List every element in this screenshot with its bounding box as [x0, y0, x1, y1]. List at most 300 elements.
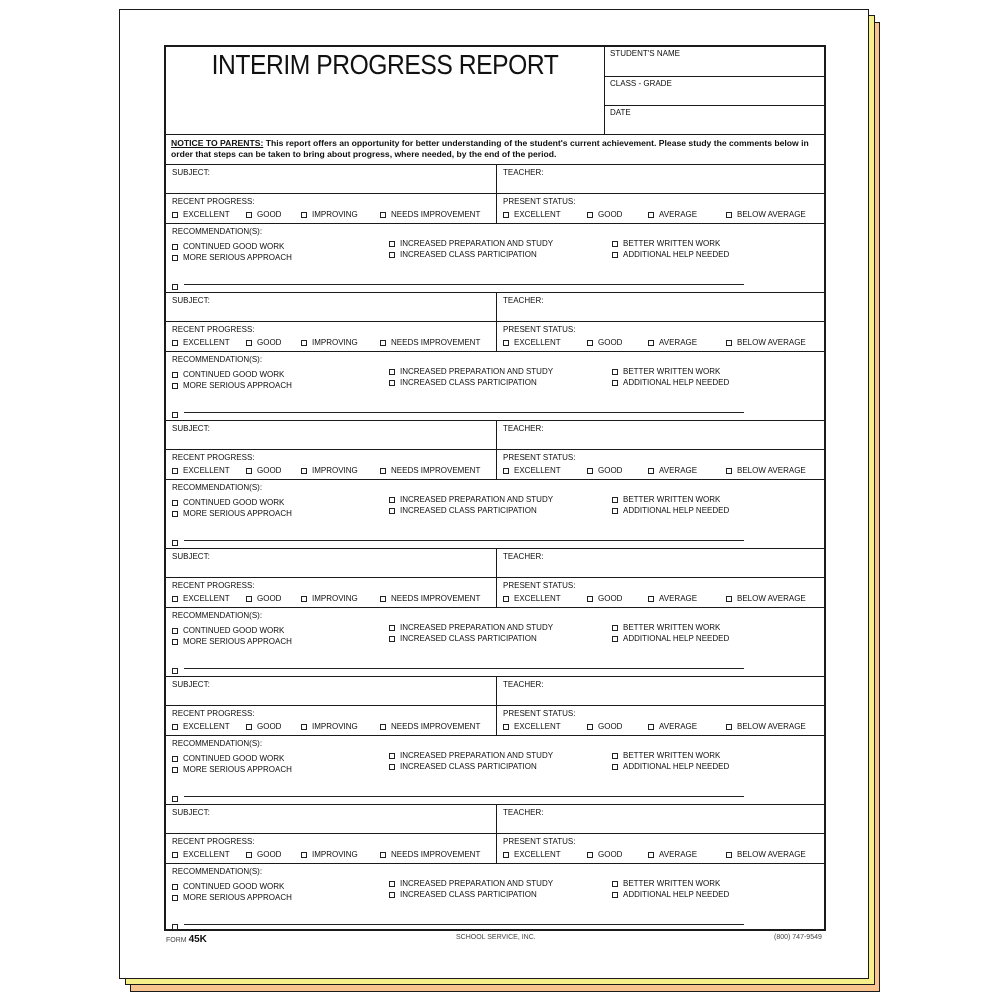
checkbox-icon[interactable] [503, 852, 509, 858]
subject-teacher-row [166, 677, 824, 706]
checkbox-icon[interactable] [380, 724, 386, 730]
recent-progress-label: RECENT PROGRESS: [172, 709, 255, 718]
recommendation-option[interactable] [172, 637, 292, 646]
recommendation-option[interactable] [612, 250, 729, 259]
recommendation-option[interactable] [172, 253, 292, 262]
checkbox-icon[interactable] [172, 212, 178, 218]
checkbox-icon[interactable] [172, 468, 178, 474]
recommendation-option[interactable] [172, 242, 284, 251]
checkbox-icon[interactable] [380, 596, 386, 602]
recommendation-option[interactable] [172, 882, 284, 891]
checkbox-icon[interactable] [172, 284, 178, 290]
checkbox-icon[interactable] [172, 895, 178, 901]
checkbox-icon[interactable] [648, 340, 654, 346]
recommendations-label: RECOMMENDATION(S): [172, 611, 263, 620]
recent-progress-option[interactable] [172, 722, 230, 731]
recent-progress-option[interactable] [246, 210, 281, 219]
recent-progress-cell [166, 706, 497, 735]
checkbox-icon[interactable] [380, 852, 386, 858]
checkbox-icon[interactable] [172, 244, 178, 250]
recommendation-option[interactable] [389, 762, 537, 771]
option-label: BETTER WRITTEN WORK [623, 879, 721, 888]
checkbox-icon[interactable] [172, 767, 178, 773]
other-recommendation-checkbox[interactable] [172, 532, 183, 550]
present-status-label: PRESENT STATUS: [503, 197, 576, 206]
checkbox-icon[interactable] [246, 468, 252, 474]
recent-progress-option[interactable] [301, 466, 358, 475]
checkbox-icon[interactable] [172, 412, 178, 418]
present-status-option[interactable] [503, 594, 561, 603]
checkbox-icon[interactable] [389, 764, 395, 770]
checkbox-icon[interactable] [172, 924, 178, 930]
checkbox-icon[interactable] [612, 380, 618, 386]
recommendations-row [166, 480, 824, 548]
option-label: BELOW AVERAGE [737, 210, 806, 219]
form-number [166, 934, 207, 945]
checkbox-icon[interactable] [503, 724, 509, 730]
other-recommendation-line[interactable] [184, 412, 744, 413]
recommendation-option[interactable] [389, 751, 553, 760]
present-status-option[interactable] [726, 850, 806, 859]
checkbox-icon[interactable] [389, 380, 395, 386]
checkbox-icon[interactable] [172, 596, 178, 602]
progress-status-row [166, 194, 824, 224]
other-recommendation-line[interactable] [184, 668, 744, 669]
present-status-option[interactable] [503, 466, 561, 475]
checkbox-icon[interactable] [246, 852, 252, 858]
recent-progress-option[interactable] [301, 210, 358, 219]
recent-progress-option[interactable] [380, 850, 480, 859]
present-status-option[interactable] [503, 722, 561, 731]
checkbox-icon[interactable] [612, 369, 618, 375]
checkbox-icon[interactable] [612, 497, 618, 503]
option-label: EXCELLENT [183, 210, 230, 219]
recent-progress-option[interactable] [380, 210, 480, 219]
checkbox-icon[interactable] [389, 241, 395, 247]
present-status-option[interactable] [587, 210, 622, 219]
subject-field[interactable] [166, 805, 497, 833]
present-status-option[interactable] [648, 210, 697, 219]
checkbox-icon[interactable] [172, 340, 178, 346]
subject-field[interactable] [166, 165, 497, 193]
progress-status-row [166, 578, 824, 608]
recent-progress-option[interactable] [246, 722, 281, 731]
recent-progress-option[interactable] [380, 338, 480, 347]
checkbox-icon[interactable] [389, 252, 395, 258]
checkbox-icon[interactable] [648, 596, 654, 602]
checkbox-icon[interactable] [389, 636, 395, 642]
checkbox-icon[interactable] [172, 668, 178, 674]
option-label: ADDITIONAL HELP NEEDED [623, 762, 730, 771]
checkbox-icon[interactable] [726, 852, 732, 858]
checkbox-icon[interactable] [648, 724, 654, 730]
recent-progress-option[interactable] [301, 850, 358, 859]
option-label: INCREASED CLASS PARTICIPATION [400, 506, 537, 515]
checkbox-icon[interactable] [612, 508, 618, 514]
checkbox-icon[interactable] [172, 255, 178, 261]
recent-progress-option[interactable] [301, 722, 358, 731]
other-recommendation-line[interactable] [184, 796, 744, 797]
present-status-cell [497, 322, 824, 351]
option-label: IMPROVING [312, 594, 358, 603]
option-label: BELOW AVERAGE [737, 466, 806, 475]
checkbox-icon[interactable] [301, 724, 307, 730]
recommendation-option[interactable] [612, 762, 729, 771]
option-label: EXCELLENT [514, 338, 561, 347]
checkbox-icon[interactable] [246, 340, 252, 346]
recent-progress-option[interactable] [246, 594, 281, 603]
checkbox-icon[interactable] [301, 212, 307, 218]
recommendation-option[interactable] [389, 367, 553, 376]
present-status-option[interactable] [503, 850, 561, 859]
option-label: CONTINUED GOOD WORK [183, 754, 285, 763]
subject-block [166, 677, 824, 805]
checkbox-icon[interactable] [380, 468, 386, 474]
checkbox-icon[interactable] [389, 892, 395, 898]
recommendations-row [166, 736, 824, 804]
checkbox-icon[interactable] [503, 340, 509, 346]
subject-field[interactable] [166, 549, 497, 577]
recommendations-row [166, 352, 824, 420]
checkbox-icon[interactable] [172, 724, 178, 730]
teacher-label: TEACHER: [503, 296, 544, 305]
present-status-label: PRESENT STATUS: [503, 453, 576, 462]
option-label: GOOD [257, 338, 282, 347]
recommendation-option[interactable] [389, 250, 537, 259]
checkbox-icon[interactable] [301, 852, 307, 858]
other-recommendation-line[interactable] [184, 284, 744, 285]
recommendations-label: RECOMMENDATION(S): [172, 867, 263, 876]
checkbox-icon[interactable] [389, 497, 395, 503]
present-status-option[interactable] [726, 338, 806, 347]
checkbox-icon[interactable] [612, 252, 618, 258]
present-status-option[interactable] [587, 850, 622, 859]
option-label: ADDITIONAL HELP NEEDED [623, 890, 730, 899]
option-label: INCREASED CLASS PARTICIPATION [400, 634, 537, 643]
other-recommendation-checkbox[interactable] [172, 404, 183, 422]
option-label: BETTER WRITTEN WORK [623, 239, 721, 248]
checkbox-icon[interactable] [648, 852, 654, 858]
recent-progress-option[interactable] [380, 722, 480, 731]
other-recommendation-checkbox[interactable] [172, 788, 183, 806]
recommendations-label: RECOMMENDATION(S): [172, 483, 263, 492]
present-status-option[interactable] [587, 338, 622, 347]
student-name-field[interactable] [605, 47, 824, 77]
checkbox-icon[interactable] [503, 596, 509, 602]
present-status-option[interactable] [726, 594, 806, 603]
option-label: INCREASED PREPARATION AND STUDY [400, 879, 554, 888]
recent-progress-option[interactable] [301, 338, 358, 347]
option-label: EXCELLENT [183, 850, 230, 859]
company-phone: (800) 747-9549 [774, 934, 822, 941]
recommendation-option[interactable] [172, 893, 292, 902]
checkbox-icon[interactable] [648, 468, 654, 474]
checkbox-icon[interactable] [389, 753, 395, 759]
recent-progress-option[interactable] [246, 338, 281, 347]
subject-label: SUBJECT: [172, 168, 210, 177]
recommendation-option[interactable] [172, 498, 284, 507]
class-grade-field[interactable] [605, 77, 824, 106]
option-label: MORE SERIOUS APPROACH [183, 381, 292, 390]
form-number-value: 45K [188, 934, 207, 945]
notice-label: NOTICE TO PARENTS: [171, 138, 264, 148]
option-label: GOOD [598, 850, 623, 859]
checkbox-icon[interactable] [301, 596, 307, 602]
checkbox-icon[interactable] [301, 468, 307, 474]
subject-field[interactable] [166, 293, 497, 321]
teacher-field[interactable] [497, 293, 824, 321]
other-recommendation-checkbox[interactable] [172, 660, 183, 678]
recent-progress-cell [166, 322, 497, 351]
recommendation-option[interactable] [172, 626, 284, 635]
present-status-option[interactable] [726, 722, 806, 731]
option-label: AVERAGE [659, 850, 698, 859]
option-label: EXCELLENT [514, 210, 561, 219]
checkbox-icon[interactable] [246, 596, 252, 602]
recommendation-option[interactable] [172, 765, 292, 774]
other-recommendation-line[interactable] [184, 924, 744, 925]
recommendation-option[interactable] [389, 378, 537, 387]
subject-block [166, 293, 824, 421]
present-status-label: PRESENT STATUS: [503, 837, 576, 846]
recommendations-label: RECOMMENDATION(S): [172, 227, 263, 236]
student-info-fields [604, 47, 824, 135]
recommendations-label: RECOMMENDATION(S): [172, 739, 263, 748]
progress-status-row [166, 322, 824, 352]
option-label: ADDITIONAL HELP NEEDED [623, 506, 730, 515]
subject-block [166, 549, 824, 677]
other-recommendation-line[interactable] [184, 540, 744, 541]
recommendation-option[interactable] [389, 879, 553, 888]
option-label: AVERAGE [659, 338, 698, 347]
checkbox-icon[interactable] [503, 468, 509, 474]
option-label: CONTINUED GOOD WORK [183, 498, 285, 507]
checkbox-icon[interactable] [380, 212, 386, 218]
checkbox-icon[interactable] [612, 892, 618, 898]
option-label: NEEDS IMPROVEMENT [391, 338, 481, 347]
recent-progress-option[interactable] [380, 594, 480, 603]
recommendation-option[interactable] [172, 754, 284, 763]
recent-progress-label: RECENT PROGRESS: [172, 837, 255, 846]
recent-progress-option[interactable] [380, 466, 480, 475]
recent-progress-option[interactable] [246, 466, 281, 475]
option-label: BETTER WRITTEN WORK [623, 367, 721, 376]
checkbox-icon[interactable] [612, 764, 618, 770]
checkbox-icon[interactable] [246, 212, 252, 218]
checkbox-icon[interactable] [172, 796, 178, 802]
checkbox-icon[interactable] [587, 212, 593, 218]
checkbox-icon[interactable] [612, 625, 618, 631]
present-status-label: PRESENT STATUS: [503, 581, 576, 590]
recommendation-option[interactable] [612, 890, 729, 899]
checkbox-icon[interactable] [172, 628, 178, 634]
present-status-option[interactable] [503, 210, 561, 219]
option-label: GOOD [598, 466, 623, 475]
option-label: GOOD [257, 594, 282, 603]
checkbox-icon[interactable] [172, 372, 178, 378]
recent-progress-label: RECENT PROGRESS: [172, 453, 255, 462]
checkbox-icon[interactable] [172, 500, 178, 506]
option-label: INCREASED CLASS PARTICIPATION [400, 378, 537, 387]
recent-progress-option[interactable] [172, 338, 230, 347]
option-label: EXCELLENT [514, 466, 561, 475]
recommendation-option[interactable] [612, 495, 720, 504]
recommendation-option[interactable] [172, 381, 292, 390]
present-status-option[interactable] [587, 466, 622, 475]
option-label: GOOD [598, 722, 623, 731]
subject-field[interactable] [166, 677, 497, 705]
teacher-field[interactable] [497, 805, 824, 833]
recent-progress-label: RECENT PROGRESS: [172, 581, 255, 590]
subject-teacher-row [166, 805, 824, 834]
checkbox-icon[interactable] [380, 340, 386, 346]
subject-teacher-row [166, 165, 824, 194]
checkbox-icon[interactable] [726, 596, 732, 602]
checkbox-icon[interactable] [726, 724, 732, 730]
teacher-label: TEACHER: [503, 552, 544, 561]
checkbox-icon[interactable] [612, 636, 618, 642]
present-status-option[interactable] [503, 338, 561, 347]
subject-field[interactable] [166, 421, 497, 449]
option-label: EXCELLENT [514, 722, 561, 731]
checkbox-icon[interactable] [301, 340, 307, 346]
checkbox-icon[interactable] [587, 596, 593, 602]
checkbox-icon[interactable] [172, 756, 178, 762]
option-label: BELOW AVERAGE [737, 594, 806, 603]
present-status-option[interactable] [648, 850, 697, 859]
teacher-field[interactable] [497, 421, 824, 449]
teacher-field[interactable] [497, 677, 824, 705]
checkbox-icon[interactable] [587, 340, 593, 346]
notice-to-parents [166, 135, 824, 165]
present-status-option[interactable] [726, 210, 806, 219]
recommendation-option[interactable] [612, 239, 720, 248]
recommendations-row [166, 864, 824, 932]
option-label: EXCELLENT [183, 338, 230, 347]
recommendation-option[interactable] [612, 378, 729, 387]
checkbox-icon[interactable] [172, 540, 178, 546]
teacher-field[interactable] [497, 549, 824, 577]
present-status-option[interactable] [587, 594, 622, 603]
checkbox-icon[interactable] [172, 884, 178, 890]
option-label: INCREASED PREPARATION AND STUDY [400, 623, 554, 632]
recent-progress-option[interactable] [246, 850, 281, 859]
option-label: GOOD [598, 594, 623, 603]
checkbox-icon[interactable] [503, 212, 509, 218]
recent-progress-option[interactable] [172, 210, 230, 219]
checkbox-icon[interactable] [389, 625, 395, 631]
recommendation-option[interactable] [172, 509, 292, 518]
checkbox-icon[interactable] [587, 724, 593, 730]
teacher-field[interactable] [497, 165, 824, 193]
date-label: DATE [610, 108, 631, 117]
option-label: BETTER WRITTEN WORK [623, 751, 721, 760]
recommendation-option[interactable] [612, 751, 720, 760]
recommendation-option[interactable] [172, 370, 284, 379]
recommendations-row [166, 608, 824, 676]
checkbox-icon[interactable] [389, 369, 395, 375]
checkbox-icon[interactable] [172, 639, 178, 645]
recommendations-label: RECOMMENDATION(S): [172, 355, 263, 364]
recommendation-option[interactable] [389, 634, 537, 643]
other-recommendation-checkbox[interactable] [172, 276, 183, 294]
checkbox-icon[interactable] [648, 212, 654, 218]
option-label: EXCELLENT [183, 722, 230, 731]
recommendation-option[interactable] [612, 879, 720, 888]
subject-label: SUBJECT: [172, 424, 210, 433]
present-status-option[interactable] [648, 594, 697, 603]
subject-teacher-row [166, 549, 824, 578]
option-label: GOOD [257, 210, 282, 219]
checkbox-icon[interactable] [587, 852, 593, 858]
recent-progress-cell [166, 578, 497, 607]
option-label: AVERAGE [659, 594, 698, 603]
subject-block [166, 421, 824, 549]
present-status-option[interactable] [648, 338, 697, 347]
recommendation-option[interactable] [389, 239, 553, 248]
recent-progress-option[interactable] [301, 594, 358, 603]
other-recommendation-checkbox[interactable] [172, 916, 183, 934]
teacher-label: TEACHER: [503, 808, 544, 817]
checkbox-icon[interactable] [587, 468, 593, 474]
recommendation-option[interactable] [612, 634, 729, 643]
recommendation-option[interactable] [389, 890, 537, 899]
checkbox-icon[interactable] [389, 508, 395, 514]
present-status-label: PRESENT STATUS: [503, 709, 576, 718]
checkbox-icon[interactable] [726, 340, 732, 346]
option-label: ADDITIONAL HELP NEEDED [623, 378, 730, 387]
checkbox-icon[interactable] [389, 881, 395, 887]
recent-progress-option[interactable] [172, 594, 230, 603]
option-label: IMPROVING [312, 466, 358, 475]
recommendation-option[interactable] [612, 623, 720, 632]
checkbox-icon[interactable] [172, 383, 178, 389]
recent-progress-option[interactable] [172, 850, 230, 859]
checkbox-icon[interactable] [172, 511, 178, 517]
option-label: NEEDS IMPROVEMENT [391, 466, 481, 475]
progress-status-row [166, 450, 824, 480]
checkbox-icon[interactable] [172, 852, 178, 858]
date-field[interactable] [605, 106, 824, 135]
present-status-option[interactable] [587, 722, 622, 731]
recommendation-option[interactable] [612, 367, 720, 376]
checkbox-icon[interactable] [612, 881, 618, 887]
recent-progress-option[interactable] [172, 466, 230, 475]
present-status-option[interactable] [726, 466, 806, 475]
recommendation-option[interactable] [612, 506, 729, 515]
form-header [166, 47, 824, 135]
checkbox-icon[interactable] [726, 468, 732, 474]
recommendation-option[interactable] [389, 495, 553, 504]
checkbox-icon[interactable] [612, 753, 618, 759]
form-number-prefix: FORM [166, 937, 189, 944]
progress-report-form [164, 45, 826, 931]
recommendation-option[interactable] [389, 506, 537, 515]
present-status-option[interactable] [648, 466, 697, 475]
checkbox-icon[interactable] [246, 724, 252, 730]
option-label: GOOD [598, 210, 623, 219]
company-name: SCHOOL SERVICE, INC. [456, 934, 536, 941]
subject-label: SUBJECT: [172, 680, 210, 689]
checkbox-icon[interactable] [612, 241, 618, 247]
present-status-option[interactable] [648, 722, 697, 731]
checkbox-icon[interactable] [726, 212, 732, 218]
option-label: EXCELLENT [183, 594, 230, 603]
notice-text: This report offers an opportunity for better understanding of the student's current achievement. Please study the comments below in order that steps can be taken to bring about progress, where needed, by the end of the period. [171, 138, 809, 159]
recommendation-option[interactable] [389, 623, 553, 632]
recent-progress-cell [166, 194, 497, 223]
option-label: INCREASED PREPARATION AND STUDY [400, 367, 554, 376]
